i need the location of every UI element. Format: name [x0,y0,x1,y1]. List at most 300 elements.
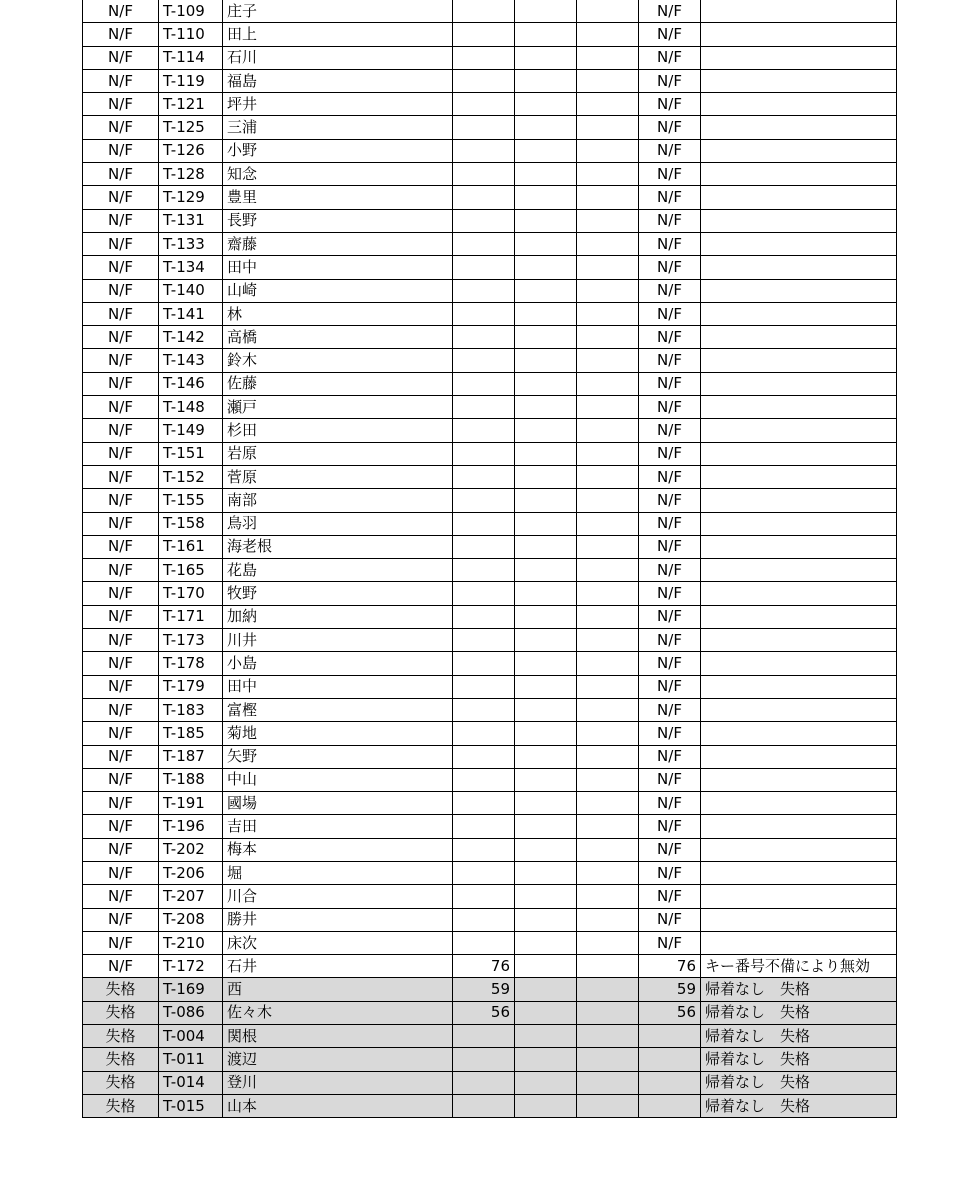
table-row [83,885,897,908]
entry-id-cell: T-149 [159,419,223,442]
status-cell: N/F [83,326,159,349]
final-score-cell: N/F [639,139,701,162]
score-2-cell [515,0,577,23]
entry-id-cell: T-191 [159,792,223,815]
final-score-cell: N/F [639,116,701,139]
entry-id-cell: T-196 [159,815,223,838]
score-3-cell [577,349,639,372]
score-3-cell [577,139,639,162]
score-2-cell [515,605,577,628]
note-cell [701,163,897,186]
name-cell: 吉田 [223,815,453,838]
note-cell [701,885,897,908]
score-1-cell [453,23,515,46]
final-score-cell: N/F [639,279,701,302]
status-cell: N/F [83,93,159,116]
score-3-cell [577,1001,639,1024]
score-3-cell [577,302,639,325]
table-row [83,93,897,116]
score-3-cell [577,163,639,186]
status-cell: N/F [83,302,159,325]
score-1-cell [453,302,515,325]
entry-id-cell: T-134 [159,256,223,279]
entry-id-cell: T-169 [159,978,223,1001]
name-cell: 坪井 [223,93,453,116]
status-cell: N/F [83,46,159,69]
score-2-cell [515,722,577,745]
score-1-cell [453,512,515,535]
status-cell: 失格 [83,1025,159,1048]
entry-id-cell: T-015 [159,1094,223,1117]
table-row [83,768,897,791]
note-cell: 帰着なし 失格 [701,1071,897,1094]
score-2-cell [515,815,577,838]
note-cell [701,815,897,838]
table-row [83,815,897,838]
note-cell: 帰着なし 失格 [701,978,897,1001]
note-cell [701,139,897,162]
final-score-cell [639,1025,701,1048]
table-row [83,419,897,442]
name-cell: 堀 [223,861,453,884]
table-row [83,232,897,255]
score-1-cell [453,931,515,954]
entry-id-cell: T-206 [159,861,223,884]
score-2-cell [515,931,577,954]
score-3-cell [577,745,639,768]
name-cell: 勝井 [223,908,453,931]
score-3-cell [577,815,639,838]
entry-id-cell: T-148 [159,396,223,419]
status-cell: N/F [83,605,159,628]
final-score-cell: 59 [639,978,701,1001]
name-cell: 田上 [223,23,453,46]
entry-id-cell: T-202 [159,838,223,861]
score-3-cell [577,256,639,279]
status-cell: N/F [83,163,159,186]
name-cell: 山本 [223,1094,453,1117]
status-cell: 失格 [83,1001,159,1024]
final-score-cell: N/F [639,326,701,349]
score-1-cell [453,535,515,558]
name-cell: 矢野 [223,745,453,768]
score-2-cell [515,652,577,675]
score-1-cell [453,1048,515,1071]
note-cell [701,116,897,139]
score-1-cell [453,116,515,139]
note-cell [701,46,897,69]
table-row [83,535,897,558]
final-score-cell: N/F [639,535,701,558]
note-cell [701,302,897,325]
status-cell: N/F [83,396,159,419]
final-score-cell: N/F [639,489,701,512]
status-cell: N/F [83,908,159,931]
score-2-cell [515,116,577,139]
final-score-cell: N/F [639,23,701,46]
name-cell: 庄子 [223,0,453,23]
score-2-cell [515,978,577,1001]
table-row [83,792,897,815]
table-row [83,861,897,884]
score-3-cell [577,931,639,954]
name-cell: 西 [223,978,453,1001]
score-1-cell: 56 [453,1001,515,1024]
score-1-cell [453,442,515,465]
name-cell: 長野 [223,209,453,232]
name-cell: 國場 [223,792,453,815]
name-cell: 佐藤 [223,372,453,395]
table-row [83,46,897,69]
final-score-cell: 56 [639,1001,701,1024]
note-cell [701,256,897,279]
entry-id-cell: T-165 [159,559,223,582]
note-cell: 帰着なし 失格 [701,1048,897,1071]
note-cell [701,745,897,768]
entry-id-cell: T-161 [159,535,223,558]
note-cell [701,629,897,652]
final-score-cell: N/F [639,93,701,116]
score-3-cell [577,838,639,861]
score-1-cell [453,838,515,861]
status-cell: N/F [83,419,159,442]
score-2-cell [515,908,577,931]
final-score-cell: N/F [639,815,701,838]
status-cell: 失格 [83,1094,159,1117]
note-cell [701,442,897,465]
entry-id-cell: T-172 [159,955,223,978]
score-2-cell [515,768,577,791]
name-cell: 花島 [223,559,453,582]
table-row [83,186,897,209]
score-3-cell [577,722,639,745]
note-cell [701,186,897,209]
table-row [83,302,897,325]
status-cell: N/F [83,232,159,255]
entry-id-cell: T-170 [159,582,223,605]
score-3-cell [577,885,639,908]
name-cell: 林 [223,302,453,325]
score-1-cell [453,139,515,162]
score-1-cell [453,186,515,209]
score-2-cell [515,372,577,395]
status-cell: N/F [83,698,159,721]
score-2-cell [515,1094,577,1117]
score-3-cell [577,559,639,582]
note-cell [701,605,897,628]
score-3-cell [577,1025,639,1048]
table-row [83,163,897,186]
status-cell: N/F [83,861,159,884]
final-score-cell: N/F [639,582,701,605]
table-row [83,698,897,721]
score-3-cell [577,535,639,558]
table-row [83,512,897,535]
results-table-body [83,0,897,1118]
name-cell: 菅原 [223,465,453,488]
table-row [83,116,897,139]
score-3-cell [577,46,639,69]
table-row [83,279,897,302]
score-1-cell: 76 [453,955,515,978]
entry-id-cell: T-143 [159,349,223,372]
score-2-cell [515,512,577,535]
status-cell: N/F [83,349,159,372]
table-row [83,372,897,395]
score-2-cell [515,326,577,349]
status-cell: N/F [83,69,159,92]
score-3-cell [577,232,639,255]
note-cell [701,652,897,675]
name-cell: 渡辺 [223,1048,453,1071]
final-score-cell [639,1048,701,1071]
score-1-cell [453,722,515,745]
note-cell: キー番号不備により無効 [701,955,897,978]
name-cell: 佐々木 [223,1001,453,1024]
score-2-cell [515,442,577,465]
table-row [83,69,897,92]
name-cell: 小野 [223,139,453,162]
score-2-cell [515,698,577,721]
name-cell: 田中 [223,675,453,698]
final-score-cell: N/F [639,372,701,395]
score-3-cell [577,978,639,1001]
note-cell [701,535,897,558]
name-cell: 川井 [223,629,453,652]
score-2-cell [515,559,577,582]
score-1-cell [453,232,515,255]
name-cell: 岩原 [223,442,453,465]
name-cell: 富樫 [223,698,453,721]
score-1-cell [453,465,515,488]
score-2-cell [515,232,577,255]
score-3-cell [577,93,639,116]
entry-id-cell: T-119 [159,69,223,92]
score-2-cell [515,955,577,978]
score-3-cell [577,629,639,652]
name-cell: 瀬戸 [223,396,453,419]
score-3-cell [577,372,639,395]
table-row [83,489,897,512]
table-row [83,745,897,768]
score-3-cell [577,908,639,931]
status-cell: N/F [83,675,159,698]
score-1-cell [453,209,515,232]
score-1-cell [453,1094,515,1117]
score-1-cell [453,419,515,442]
table-row [83,349,897,372]
results-table [82,0,897,1118]
note-cell [701,512,897,535]
score-2-cell [515,582,577,605]
score-2-cell [515,139,577,162]
score-2-cell [515,46,577,69]
entry-id-cell: T-185 [159,722,223,745]
score-3-cell [577,326,639,349]
note-cell [701,349,897,372]
score-1-cell [453,768,515,791]
score-2-cell [515,163,577,186]
table-row [83,0,897,23]
score-3-cell [577,698,639,721]
status-cell: N/F [83,209,159,232]
score-2-cell [515,1001,577,1024]
score-3-cell [577,209,639,232]
note-cell [701,419,897,442]
name-cell: 南部 [223,489,453,512]
note-cell [701,582,897,605]
name-cell: 杉田 [223,419,453,442]
table-row [83,652,897,675]
name-cell: 海老根 [223,535,453,558]
name-cell: 石川 [223,46,453,69]
score-2-cell [515,838,577,861]
score-1-cell [453,908,515,931]
status-cell: N/F [83,559,159,582]
name-cell: 山崎 [223,279,453,302]
entry-id-cell: T-142 [159,326,223,349]
score-1-cell [453,792,515,815]
status-cell: N/F [83,512,159,535]
score-3-cell [577,23,639,46]
score-1-cell [453,1025,515,1048]
final-score-cell [639,1071,701,1094]
table-row [83,629,897,652]
status-cell: N/F [83,768,159,791]
note-cell [701,908,897,931]
name-cell: 床次 [223,931,453,954]
score-1-cell [453,372,515,395]
score-1-cell [453,69,515,92]
status-cell: N/F [83,0,159,23]
note-cell [701,675,897,698]
entry-id-cell: T-140 [159,279,223,302]
final-score-cell: N/F [639,861,701,884]
status-cell: N/F [83,372,159,395]
entry-id-cell: T-114 [159,46,223,69]
final-score-cell: N/F [639,885,701,908]
score-2-cell [515,745,577,768]
note-cell [701,792,897,815]
note-cell [701,232,897,255]
score-2-cell [515,69,577,92]
status-cell: N/F [83,885,159,908]
score-3-cell [577,1048,639,1071]
score-3-cell [577,116,639,139]
name-cell: 関根 [223,1025,453,1048]
score-3-cell [577,582,639,605]
table-row [83,1094,897,1117]
name-cell: 石井 [223,955,453,978]
table-row [83,326,897,349]
score-2-cell [515,186,577,209]
final-score-cell: N/F [639,46,701,69]
score-3-cell [577,1071,639,1094]
score-1-cell [453,605,515,628]
score-3-cell [577,489,639,512]
entry-id-cell: T-208 [159,908,223,931]
score-3-cell [577,1094,639,1117]
entry-id-cell: T-133 [159,232,223,255]
table-row [83,1025,897,1048]
score-1-cell [453,349,515,372]
final-score-cell: N/F [639,163,701,186]
note-cell [701,698,897,721]
name-cell: 高橋 [223,326,453,349]
final-score-cell: N/F [639,442,701,465]
entry-id-cell: T-014 [159,1071,223,1094]
name-cell: 三浦 [223,116,453,139]
entry-id-cell: T-146 [159,372,223,395]
score-3-cell [577,861,639,884]
final-score-cell: N/F [639,931,701,954]
table-row [83,1048,897,1071]
status-cell: 失格 [83,1048,159,1071]
note-cell [701,396,897,419]
final-score-cell: N/F [639,186,701,209]
status-cell: N/F [83,815,159,838]
entry-id-cell: T-171 [159,605,223,628]
status-cell: N/F [83,256,159,279]
score-2-cell [515,792,577,815]
name-cell: 福島 [223,69,453,92]
score-2-cell [515,279,577,302]
note-cell [701,0,897,23]
name-cell: 中山 [223,768,453,791]
status-cell: N/F [83,931,159,954]
final-score-cell: N/F [639,838,701,861]
status-cell: N/F [83,792,159,815]
table-row [83,209,897,232]
score-2-cell [515,396,577,419]
final-score-cell: N/F [639,349,701,372]
entry-id-cell: T-110 [159,23,223,46]
entry-id-cell: T-131 [159,209,223,232]
status-cell: N/F [83,838,159,861]
entry-id-cell: T-158 [159,512,223,535]
score-1-cell [453,629,515,652]
entry-id-cell: T-121 [159,93,223,116]
name-cell: 豊里 [223,186,453,209]
score-1-cell [453,93,515,116]
note-cell [701,861,897,884]
score-3-cell [577,605,639,628]
entry-id-cell: T-125 [159,116,223,139]
name-cell: 鳥羽 [223,512,453,535]
final-score-cell: N/F [639,69,701,92]
note-cell [701,489,897,512]
final-score-cell: N/F [639,512,701,535]
score-1-cell [453,279,515,302]
score-3-cell [577,652,639,675]
entry-id-cell: T-207 [159,885,223,908]
score-3-cell [577,69,639,92]
name-cell: 齋藤 [223,232,453,255]
final-score-cell: N/F [639,302,701,325]
table-row [83,908,897,931]
table-row [83,465,897,488]
score-1-cell [453,652,515,675]
entry-id-cell: T-109 [159,0,223,23]
score-2-cell [515,535,577,558]
status-cell: N/F [83,116,159,139]
score-1-cell [453,489,515,512]
table-row [83,1071,897,1094]
final-score-cell: N/F [639,0,701,23]
note-cell [701,559,897,582]
status-cell: N/F [83,23,159,46]
table-row [83,396,897,419]
